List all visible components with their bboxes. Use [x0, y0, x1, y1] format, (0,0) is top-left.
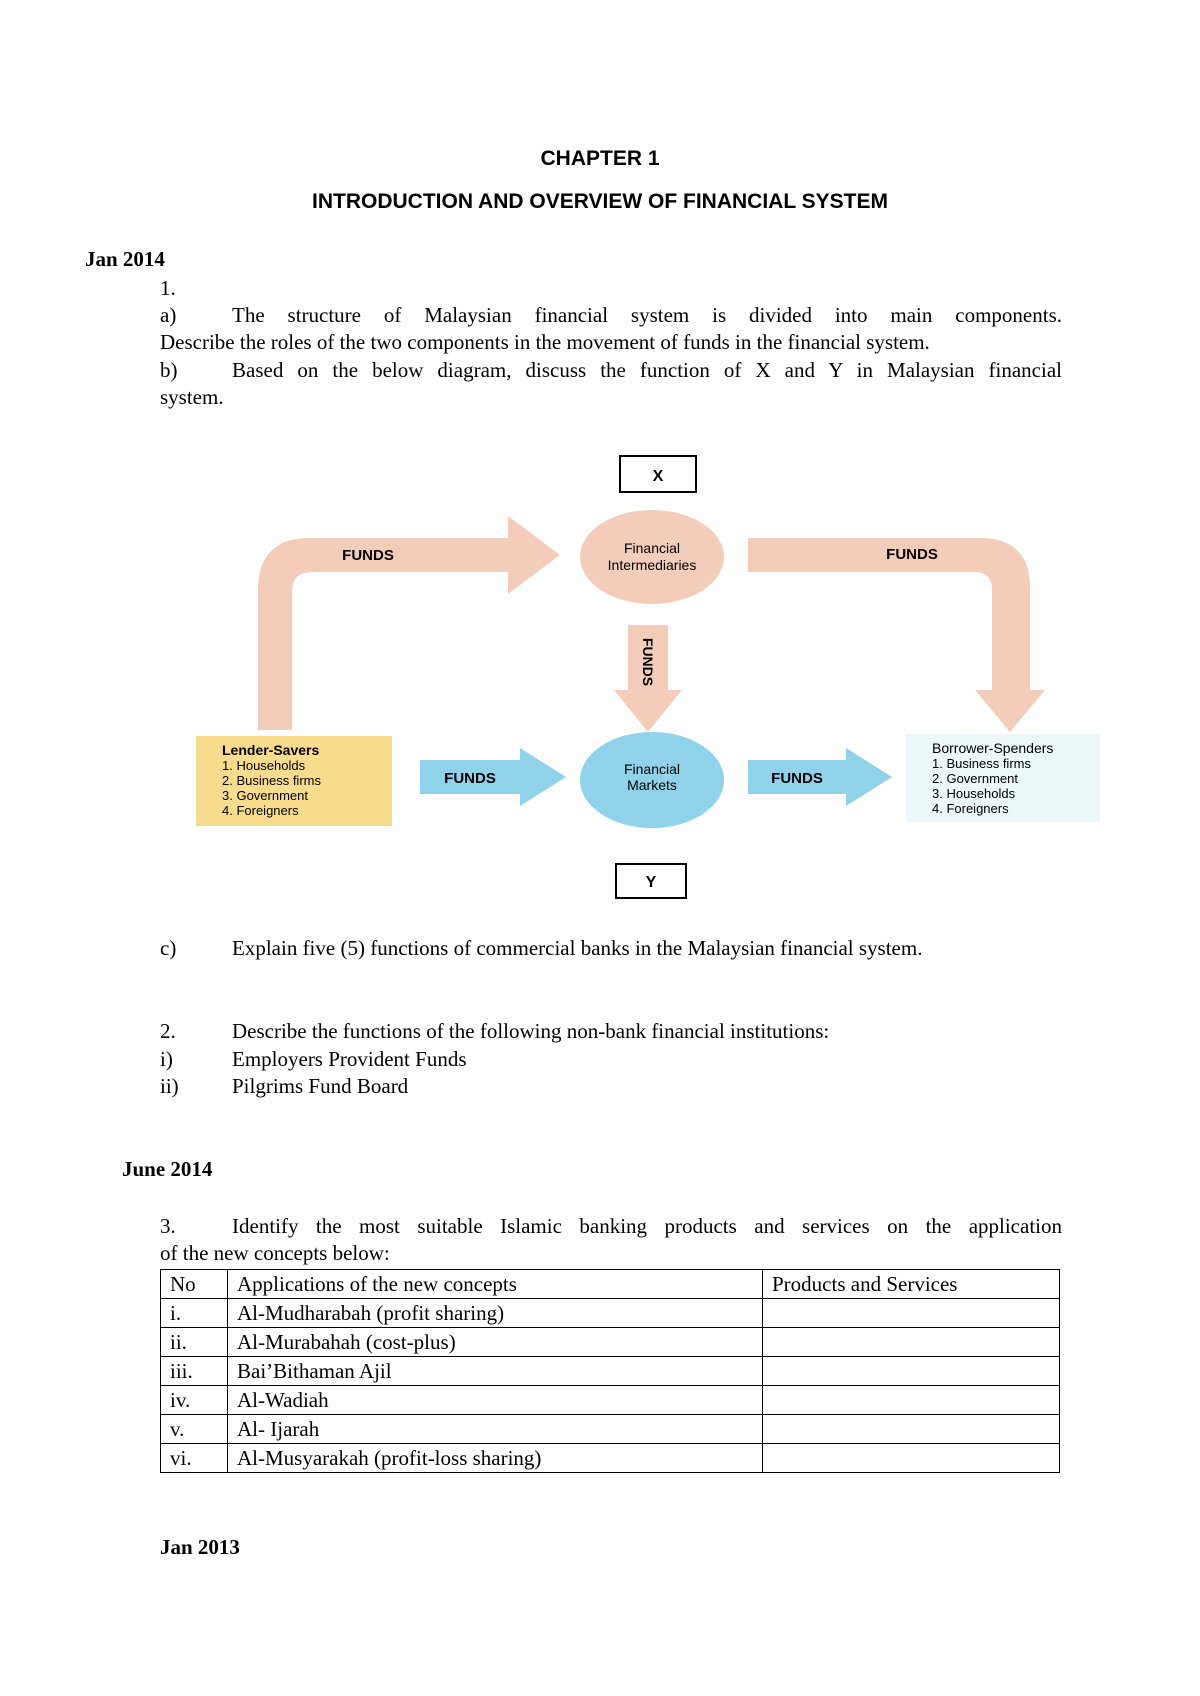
intermediaries-line2: Intermediaries: [607, 557, 697, 573]
box-x-label: X: [652, 468, 664, 485]
funds-label-top-right: FUNDS: [886, 546, 938, 563]
header-no: No: [161, 1270, 228, 1299]
question-3-number: 3.: [160, 1214, 176, 1238]
question-1a: [160, 303, 232, 328]
row-answer-cell[interactable]: [763, 1357, 1060, 1386]
borrower-item-1: 1. Business firms: [932, 756, 1031, 771]
question-2-item-i-label: i): [160, 1047, 173, 1071]
markets-line1: Financial: [623, 761, 681, 777]
funds-label-bottom-left: FUNDS: [444, 770, 496, 787]
question-1a-text-line2: Describe the roles of the two components in the movement of funds in the financial system.: [160, 330, 930, 354]
table-row: [161, 1357, 1060, 1386]
box-y-label: Y: [645, 874, 657, 891]
funds-arrow-intermediaries-to-borrowers: [748, 538, 1045, 732]
question-2: [160, 1019, 829, 1044]
header-products-services: Products and Services: [763, 1270, 1060, 1299]
row-concept: Al-Mudharabah (profit sharing): [228, 1299, 763, 1328]
row-number: i.: [161, 1299, 228, 1328]
question-2-text: Describe the functions of the following non-bank financial institutions:: [232, 1019, 830, 1043]
borrower-item-3: 3. Households: [932, 786, 1016, 801]
row-number: ii.: [161, 1328, 228, 1357]
question-2-item-ii-label: ii): [160, 1074, 179, 1098]
question-1a-text-line1: The structure of Malaysian financial system is divided into main components.: [232, 303, 1062, 327]
row-concept: Al- Ijarah: [228, 1415, 763, 1444]
section-june-2014: June 2014: [122, 1157, 213, 1181]
question-3-text-line2: of the new concepts below:: [160, 1241, 390, 1265]
table-row: [161, 1444, 1060, 1473]
section-jan-2014: Jan 2014: [85, 247, 165, 271]
table-row: [161, 1415, 1060, 1444]
row-number: vi.: [161, 1444, 228, 1473]
funds-label-top-left: FUNDS: [342, 547, 394, 564]
borrower-item-2: 2. Government: [932, 771, 1018, 786]
borrower-item-4: 4. Foreigners: [932, 801, 1009, 816]
row-answer-cell[interactable]: [763, 1444, 1060, 1473]
row-answer-cell[interactable]: [763, 1299, 1060, 1328]
row-concept: Al-Wadiah: [228, 1386, 763, 1415]
question-2-item-ii-text: Pilgrims Fund Board: [232, 1074, 409, 1098]
funds-label-bottom-right: FUNDS: [771, 770, 823, 787]
row-concept: Al-Murabahah (cost-plus): [228, 1328, 763, 1357]
row-number: iii.: [161, 1357, 228, 1386]
question-1b-label: b): [160, 358, 178, 382]
row-number: iv.: [161, 1386, 228, 1415]
question-1b-text-line1: Based on the below diagram, discuss the function of X and Y in Malaysian financial: [232, 358, 1062, 382]
section-jan-2013: Jan 2013: [160, 1535, 240, 1559]
row-answer-cell[interactable]: [763, 1328, 1060, 1357]
question-2-item-i: [160, 1047, 467, 1072]
table-row: [161, 1299, 1060, 1328]
question-1b-text-line2: system.: [160, 385, 224, 409]
question-1b: [160, 358, 232, 383]
funds-arrow-lenders-to-intermediaries: [258, 516, 560, 730]
question-1c-text: Explain five (5) functions of commercial banks in the Malaysian financial system.: [232, 936, 923, 960]
row-concept: Bai’Bithaman Ajil: [228, 1357, 763, 1386]
chapter-heading: CHAPTER 1: [540, 147, 660, 170]
borrower-spenders-title: Borrower-Spenders: [932, 740, 1054, 756]
islamic-concepts-table: [160, 1269, 1060, 1473]
lender-item-1: 1. Households: [222, 758, 306, 773]
lender-item-2: 2. Business firms: [222, 773, 321, 788]
row-answer-cell[interactable]: [763, 1386, 1060, 1415]
header-applications: Applications of the new concepts: [228, 1270, 763, 1299]
question-1-number: 1.: [160, 276, 176, 300]
intermediaries-line1: Financial: [623, 540, 681, 556]
table-row: [161, 1386, 1060, 1415]
question-1c-label: c): [160, 936, 177, 960]
lender-item-3: 3. Government: [222, 788, 308, 803]
question-2-number: 2.: [160, 1019, 176, 1043]
lender-savers-title: Lender-Savers: [222, 742, 320, 758]
flow-of-funds-diagram: [0, 440, 1200, 910]
question-3: [160, 1214, 232, 1239]
row-concept: Al-Musyarakah (profit-loss sharing): [228, 1444, 763, 1473]
row-number: v.: [161, 1415, 228, 1444]
question-1c: [160, 936, 922, 961]
markets-line2: Markets: [627, 777, 677, 793]
table-row: [161, 1328, 1060, 1357]
funds-label-vertical: FUNDS: [640, 637, 656, 687]
question-2-item-i-text: Employers Provident Funds: [232, 1047, 467, 1071]
question-2-item-ii: [160, 1074, 408, 1099]
table-header-row: [161, 1270, 1060, 1299]
question-1a-label: a): [160, 303, 177, 327]
row-answer-cell[interactable]: [763, 1415, 1060, 1444]
question-3-text-line1: Identify the most suitable Islamic banking products and services on the application: [232, 1214, 1062, 1238]
lender-item-4: 4. Foreigners: [222, 803, 299, 818]
chapter-title: INTRODUCTION AND OVERVIEW OF FINANCIAL SYSTEM: [312, 190, 888, 213]
